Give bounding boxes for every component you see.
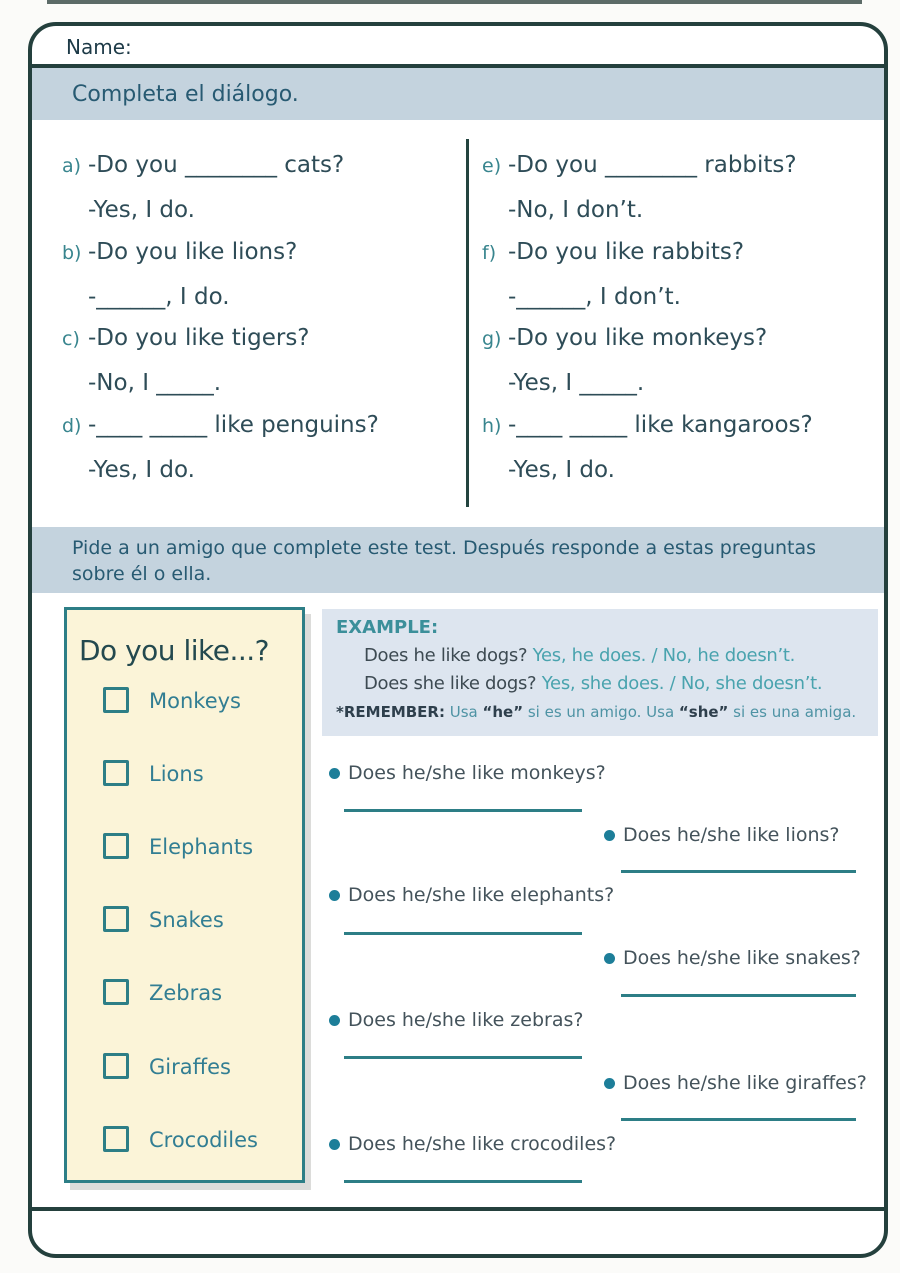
checkbox-elephants[interactable] <box>103 833 129 859</box>
dialog-question <box>482 150 797 181</box>
footer-divider <box>32 1207 884 1211</box>
example-heading: EXAMPLE: <box>336 617 439 638</box>
bullet-icon <box>329 1015 340 1026</box>
dialog-question <box>62 237 297 268</box>
checklist-row <box>67 687 302 717</box>
question-lions <box>604 824 840 846</box>
name-row <box>32 26 884 64</box>
remember-she: “she” <box>678 703 729 721</box>
dialog-question <box>62 410 379 441</box>
answer-text[interactable]: -No, I _____. <box>88 370 222 396</box>
answer-text[interactable]: -Yes, I do. <box>88 457 195 483</box>
bullet-icon <box>604 953 615 964</box>
dialog-question <box>482 410 813 441</box>
remember-text: si es un amigo. Usa <box>523 703 679 721</box>
question-text[interactable]: -Do you like tigers? <box>88 325 310 351</box>
dialog-item-f <box>482 237 744 312</box>
item-letter: d) <box>62 415 82 437</box>
answer-blank-elephants[interactable] <box>344 932 582 935</box>
question-text: Does he/she like elephants? <box>348 884 615 906</box>
checklist-row <box>67 979 302 1009</box>
dialog-question <box>482 323 767 354</box>
dialog-item-e <box>482 150 797 225</box>
answer-blank-giraffes[interactable] <box>621 1118 856 1121</box>
dialog-item-d <box>62 410 379 485</box>
example-answer: Yes, he does. / No, he doesn’t. <box>532 645 796 666</box>
checklist-row <box>67 833 302 863</box>
checklist-row <box>67 1126 302 1156</box>
checklist-row <box>67 1053 302 1083</box>
do-you-like-panel <box>64 607 305 1183</box>
section2-instructions: Pide a un amigo que complete este test. Después responde a estas preguntas sobre él o ella. <box>72 537 817 585</box>
section2-header-bar <box>32 527 884 593</box>
section1-header-bar <box>32 64 884 120</box>
question-text: Does he/she like giraffes? <box>623 1072 867 1094</box>
dialog-question <box>62 150 344 181</box>
question-text[interactable]: -Do you like monkeys? <box>508 325 768 351</box>
previous-page-edge <box>47 0 862 4</box>
section1-title: Completa el diálogo. <box>72 82 299 107</box>
checkbox-crocodiles[interactable] <box>103 1126 129 1152</box>
checkbox-label: Monkeys <box>149 689 241 713</box>
dialog-item-h <box>482 410 813 485</box>
checkbox-label: Snakes <box>149 908 224 932</box>
checkbox-label: Elephants <box>149 835 254 859</box>
question-text: Does he/she like zebras? <box>348 1009 584 1031</box>
panel-title: Do you like...? <box>79 634 270 667</box>
question-text[interactable]: -____ _____ like kangaroos? <box>508 412 813 438</box>
item-letter: h) <box>482 415 502 437</box>
bullet-icon <box>329 890 340 901</box>
checkbox-snakes[interactable] <box>103 906 129 932</box>
dialog-item-g <box>482 323 767 398</box>
checkbox-label: Zebras <box>149 981 223 1005</box>
question-text[interactable]: -____ _____ like penguins? <box>88 412 379 438</box>
bullet-icon <box>604 1078 615 1089</box>
item-letter: f) <box>482 242 497 264</box>
question-text[interactable]: -Do you ________ rabbits? <box>508 152 797 178</box>
question-elephants <box>329 884 614 906</box>
answer-text[interactable]: -Yes, I do. <box>88 197 195 223</box>
question-text: Does he/she like monkeys? <box>348 762 606 784</box>
item-letter: g) <box>482 328 502 350</box>
worksheet-page <box>28 22 888 1258</box>
example-line <box>364 645 866 666</box>
name-input-blank[interactable] <box>142 32 842 60</box>
question-text[interactable]: -Do you like lions? <box>88 239 298 265</box>
example-question: Does he like dogs? <box>364 645 533 666</box>
answer-text[interactable]: -No, I don’t. <box>508 197 644 223</box>
column-divider <box>466 139 469 507</box>
question-monkeys <box>329 762 606 784</box>
checkbox-giraffes[interactable] <box>103 1053 129 1079</box>
item-letter: b) <box>62 242 82 264</box>
dialog-item-b <box>62 237 297 312</box>
question-text[interactable]: -Do you like rabbits? <box>508 239 745 265</box>
example-line <box>364 673 866 694</box>
answer-text[interactable]: -Yes, I _____. <box>508 370 645 396</box>
answer-blank-lions[interactable] <box>621 870 856 873</box>
checklist-row <box>67 760 302 790</box>
checkbox-zebras[interactable] <box>103 979 129 1005</box>
dialog-question <box>482 237 744 268</box>
checkbox-label: Crocodiles <box>149 1128 258 1152</box>
answer-text[interactable]: -______, I don’t. <box>508 284 681 310</box>
item-letter: e) <box>482 155 502 177</box>
question-crocodiles <box>329 1133 616 1155</box>
item-letter: c) <box>62 328 80 350</box>
dialog-item-a <box>62 150 344 225</box>
example-question: Does she like dogs? <box>364 673 542 694</box>
name-label: Name: <box>66 35 132 59</box>
item-letter: a) <box>62 155 82 177</box>
question-giraffes <box>604 1072 867 1094</box>
answer-blank-monkeys[interactable] <box>344 809 582 812</box>
question-text: Does he/she like snakes? <box>623 947 861 969</box>
remember-he: “he” <box>482 703 524 721</box>
question-text[interactable]: -Do you ________ cats? <box>88 152 345 178</box>
question-text: Does he/she like crocodiles? <box>348 1133 617 1155</box>
question-snakes <box>604 947 861 969</box>
answer-blank-zebras[interactable] <box>344 1056 582 1059</box>
answer-blank-crocodiles[interactable] <box>344 1180 582 1183</box>
dialog-item-c <box>62 323 310 398</box>
question-zebras <box>329 1009 583 1031</box>
dialog-question <box>62 323 310 354</box>
example-answer: Yes, she does. / No, she doesn’t. <box>541 673 823 694</box>
checklist-row <box>67 906 302 936</box>
answer-text[interactable]: -______, I do. <box>88 284 230 310</box>
bullet-icon <box>604 830 615 841</box>
checkbox-label: Giraffes <box>149 1055 231 1079</box>
remember-note <box>336 703 866 721</box>
example-box <box>322 609 878 736</box>
bullet-icon <box>329 1139 340 1150</box>
checkbox-label: Lions <box>149 762 204 786</box>
answer-blank-snakes[interactable] <box>621 994 856 997</box>
remember-label: *REMEMBER: <box>336 703 445 721</box>
remember-text: si es una amiga. <box>728 703 857 721</box>
remember-text: Usa <box>444 703 483 721</box>
checkbox-monkeys[interactable] <box>103 687 129 713</box>
checkbox-lions[interactable] <box>103 760 129 786</box>
answer-text[interactable]: -Yes, I do. <box>508 457 615 483</box>
question-text: Does he/she like lions? <box>623 824 840 846</box>
bullet-icon <box>329 768 340 779</box>
